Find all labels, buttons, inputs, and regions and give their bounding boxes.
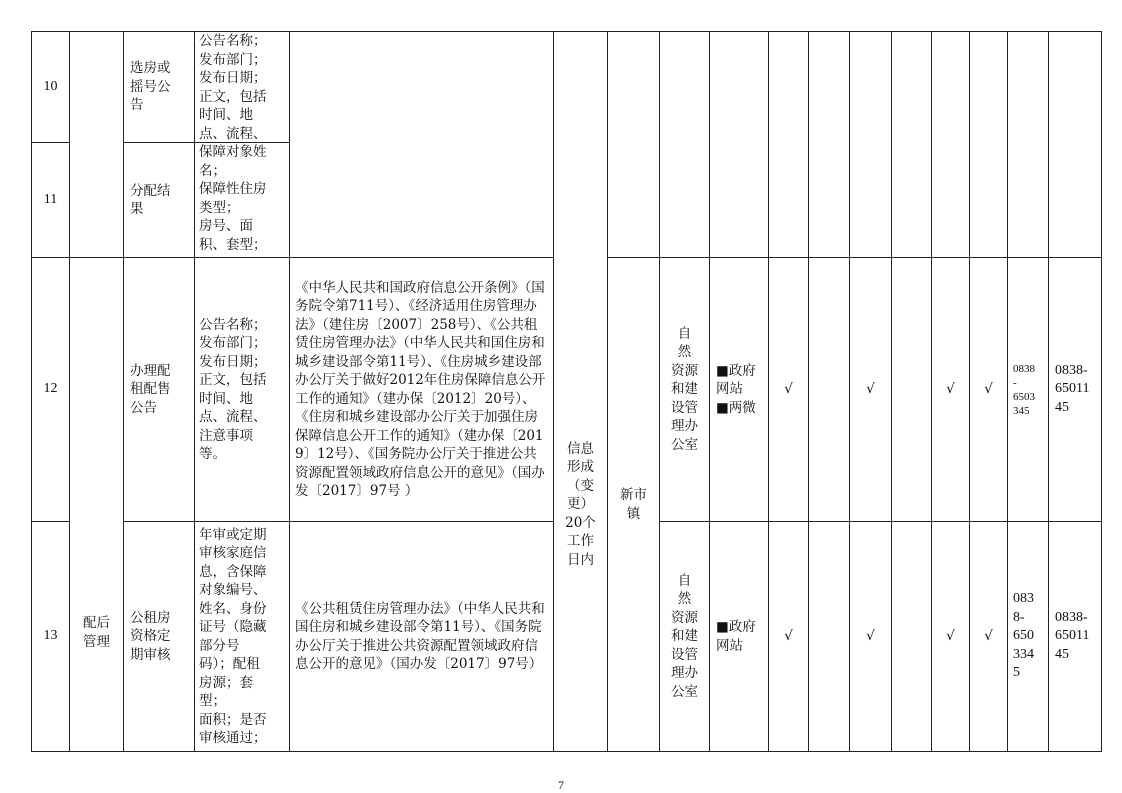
row-12-channel: ■政府 网站 ■两微 <box>716 362 756 416</box>
row-13-phone-1: 083 8- 650 334 5 <box>1013 591 1034 681</box>
town-merged-cell: 新市 镇 <box>620 487 647 522</box>
row-13-item: 公租房 资格定 期审核 <box>130 609 171 663</box>
page-number: 7 <box>558 778 564 792</box>
row-12-number: 12 <box>43 381 58 397</box>
row-12-item: 办理配 租配售 公告 <box>130 362 171 416</box>
row-12-check-4: √ <box>984 381 993 398</box>
row-11-content: 保障对象姓 名； 保障性住房 类型； 房号、面 积、套型； <box>199 144 267 253</box>
row-12-content: 公告名称； 发布部门； 发布日期； 正文，包括 时间、地 点、流程、 注意事项 等。 <box>199 316 267 462</box>
row-13-basis: 《公共租赁住房管理办法》（中华人民共和国住房和城乡建设部令第11号）、《国务院办公厅关于推进公共资源配置领域政府信息公开的意见》（国办发〔2017〕97号） <box>295 600 545 672</box>
row-13-number: 13 <box>43 628 58 644</box>
row-13-subject: 自 然 资源 和建 设管 理办 公室 <box>671 572 698 700</box>
row-13-check-1: √ <box>784 628 793 645</box>
row-12-basis: 《中华人民共和国政府信息公开条例》（国务院令第711号）、《经济适用住房管理办法》（建住房〔2007〕258号）、《公共租赁住房管理办法》（中华人民共和国住房和城乡建设部令第11号）、《住房城乡建设部办公厅关于做好2012年住房保障信息公开工作的通知》（建办保〔2012〕20号）、《住房和城乡建设部办公厅关于加强住房保障信息公开工作的通知》（建办保〔2019〕12号）、《国务院办公厅关于推进公共资源配置领域政府信息公开的意见》（国办发〔2017〕97号 ） <box>295 279 546 499</box>
row-13-phone-2: 0838- 65011 45 <box>1055 609 1090 662</box>
row-12-check-2: √ <box>866 381 875 398</box>
row-13-channel: ■政府 网站 <box>716 619 756 654</box>
time-limit-merged-cell: 信息 形成 （变 更） 20个 工作 日内 <box>565 440 596 568</box>
category-merged-cell: 配后 管理 <box>83 615 110 650</box>
row-11-item: 分配结 果 <box>130 182 171 217</box>
row-10-item: 选房或 摇号公 告 <box>130 60 171 114</box>
row-13-check-3: √ <box>946 628 955 645</box>
row-12-phone-1: 0838 - 6503 345 <box>1013 362 1035 417</box>
row-12-subject: 自 然 资源 和建 设管 理办 公室 <box>671 325 698 453</box>
row-10-number: 10 <box>43 78 58 94</box>
row-12-check-3: √ <box>946 381 955 398</box>
row-11-number: 11 <box>43 191 58 207</box>
row-12-check-1: √ <box>784 381 793 398</box>
row-10-content: 公告名称； 发布部门； 发布日期； 正文，包括 时间、地 点、流程、 <box>199 33 267 142</box>
row-12-phone-2: 0838- 65011 45 <box>1055 362 1090 415</box>
row-13-content: 年审或定期 审核家庭信 息，含保障 对象编号、 姓名、身份 证号（隐藏 部分号 码）；配租 房源；套 型； 面积；是否 审核通过； <box>199 526 267 746</box>
row-13-check-2: √ <box>866 628 875 645</box>
row-13-check-4: √ <box>984 628 993 645</box>
